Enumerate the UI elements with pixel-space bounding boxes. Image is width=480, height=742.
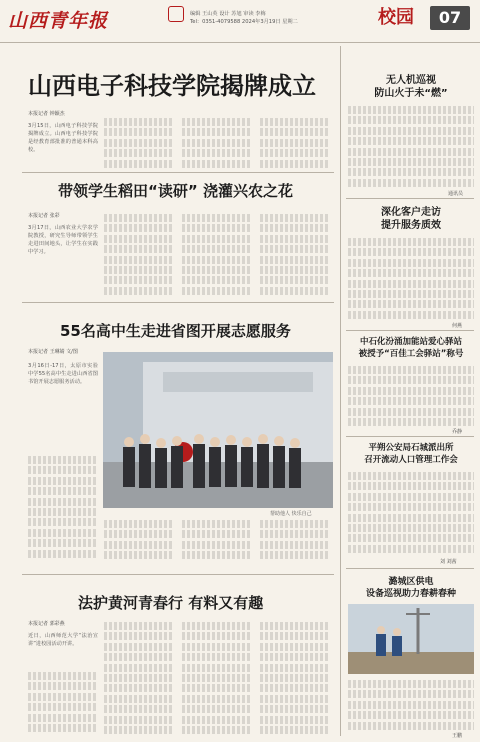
divider — [346, 198, 474, 199]
column-divider — [340, 46, 341, 736]
sidebar-item1-reporter: 通讯员 — [448, 191, 464, 197]
divider — [22, 172, 334, 173]
sidebar-item3-title-line2: 被授予“百佳工会驿站”称号 — [358, 349, 464, 359]
article3-byline: 本报记者 王琳婧 文/图 — [28, 349, 78, 355]
main-lead: 3月15日，山西电子科技学院揭牌成立。山西电子科技学院是经教育部批准的普通本科高校。 — [28, 123, 98, 153]
main-byline: 本报记者 钟颖杰 — [28, 111, 65, 117]
article2-lead: 3月17日，山西农业大学农学院教授，研究生导师带领学生走进田间地头，让学生在实践中学习。 — [28, 225, 98, 255]
sidebar-item4-title-line1: 平朔公安局石城派出所 — [368, 443, 454, 453]
sidebar-item1-title-line2: 防山火于未“燃” — [374, 88, 448, 99]
meta-editors: 编辑 王山英 设计 苏旭 审读 李梅 — [190, 11, 266, 17]
article4-body-columns-right — [104, 622, 332, 738]
power-inspection-photo — [348, 604, 474, 674]
sidebar-item5-reporter: 王鹏 — [452, 733, 463, 739]
article3-body-columns — [104, 520, 332, 566]
divider — [346, 436, 474, 437]
article4-headline: 法护黄河青春行 有料又有趣 — [78, 594, 264, 612]
sidebar-item3-reporter: 乔静 — [452, 429, 463, 435]
sidebar-item2-body — [348, 238, 474, 322]
divider — [346, 330, 474, 331]
sidebar-item5-title — [346, 576, 476, 600]
sidebar-item1-title-line1: 无人机巡视 — [386, 75, 436, 86]
sidebar-item1-body — [348, 106, 474, 190]
photo-caption: 帮助他人 快乐自己 — [270, 511, 312, 517]
paper-meta — [190, 10, 360, 26]
sidebar-item2-title-line1: 深化客户走访 — [381, 207, 441, 218]
sidebar-item3-title-line1: 中石化汾涌加能站爱心驿站 — [359, 337, 462, 347]
wechat-qr-icon — [168, 6, 184, 22]
main-body-columns — [104, 118, 332, 174]
divider — [22, 302, 334, 303]
article2-headline: 带领学生稻田“读研” 浇灌兴农之花 — [58, 182, 293, 200]
article2-body-columns — [104, 214, 332, 298]
volunteer-group-photo — [103, 352, 333, 508]
meta-date: Tel：0351-4079588 2024年3月19日 星期二 — [190, 19, 298, 25]
divider — [346, 568, 474, 569]
sidebar-item4-title-line2: 召开流动人口管理工作会 — [364, 455, 458, 465]
inspection-illustration — [348, 604, 474, 674]
sidebar-item4-reporter: 刘 刘茜 — [440, 559, 457, 565]
sidebar-item2-title-line2: 提升服务质效 — [381, 220, 441, 231]
article3-lead: 3月16日-17日，太原市实验中学55名高中生走进山西省图书馆开展志愿服务活动。 — [28, 363, 98, 385]
sidebar-item2-reporter: 何燕 — [452, 323, 463, 329]
sidebar-item2-title — [346, 206, 476, 232]
sidebar-item3-body — [348, 366, 474, 428]
sidebar-item4-title — [346, 442, 476, 466]
divider — [22, 574, 334, 575]
paper-name: 山西青年报 — [8, 10, 109, 32]
article3-body-col1 — [28, 456, 98, 566]
article2-byline: 本报记者 张彩 — [28, 213, 60, 219]
sidebar-item5-body — [348, 680, 474, 732]
article4-lead: 近日，山西师范大学“法治宣讲”进校园活动开讲。 — [28, 633, 98, 647]
photo-illustration — [103, 352, 333, 508]
sidebar-item3-title — [346, 336, 476, 360]
sidebar-item4-body — [348, 472, 474, 556]
article4-byline: 本报记者 郭彩燕 — [28, 621, 65, 627]
sidebar-item5-title-line1: 潞城区供电 — [388, 577, 434, 587]
section-name: 校园 — [378, 7, 414, 28]
main-headline: 山西电子科技学院揭牌成立 — [28, 72, 316, 100]
sidebar-item1-title — [346, 74, 476, 100]
page-number: 07 — [430, 6, 470, 30]
article3-headline: 55名高中生走进省图开展志愿服务 — [60, 322, 291, 340]
sidebar-item5-title-line2: 设备巡视助力春耕春种 — [365, 589, 456, 599]
